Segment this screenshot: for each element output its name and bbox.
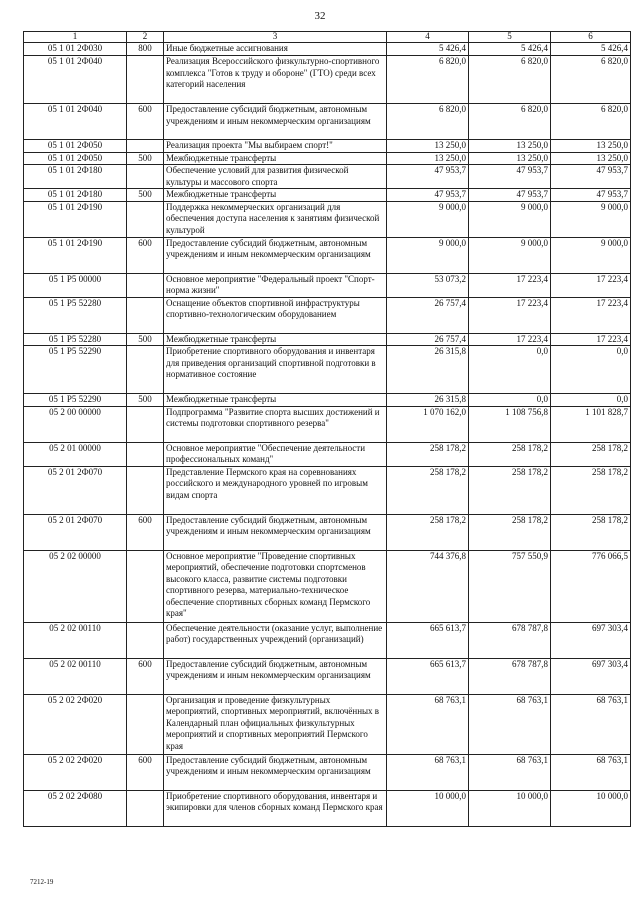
- row-value-6: 9 000,0: [551, 237, 631, 273]
- row-value-5: 258 178,2: [469, 514, 551, 550]
- row-value-6: 5 426,4: [551, 43, 631, 56]
- row-name: Приобретение спортивного оборудования, инвентаря и экипировки для членов сборных команд Пермского края: [164, 790, 387, 826]
- row-code: 05 2 01 00000: [24, 442, 127, 466]
- row-name: Иные бюджетные ассигнования: [164, 43, 387, 56]
- row-value-4: 13 250,0: [387, 140, 469, 153]
- row-value-5: 678 787,8: [469, 622, 551, 658]
- row-value-4: 1 070 162,0: [387, 406, 469, 442]
- row-vr: 500: [127, 189, 164, 202]
- row-value-6: 17 223,4: [551, 333, 631, 346]
- row-value-6: 258 178,2: [551, 514, 631, 550]
- row-value-5: 68 763,1: [469, 754, 551, 790]
- row-code: 05 2 02 2Ф020: [24, 754, 127, 790]
- table-row: [24, 694, 631, 754]
- row-name: Основное мероприятие "Обеспечение деятельности профессиональных команд": [164, 442, 387, 466]
- row-code: 05 1 P5 52290: [24, 394, 127, 407]
- row-name: Обеспечение условий для развития физической культуры и массового спорта: [164, 165, 387, 189]
- row-code: 05 2 01 2Ф070: [24, 466, 127, 514]
- row-value-5: 13 250,0: [469, 152, 551, 165]
- row-value-4: 26 315,8: [387, 394, 469, 407]
- page-number: 32: [314, 10, 326, 22]
- row-code: 05 2 02 2Ф020: [24, 694, 127, 754]
- row-vr: [127, 346, 164, 394]
- row-value-4: 53 073,2: [387, 273, 469, 297]
- row-value-5: 258 178,2: [469, 466, 551, 514]
- header-col-5: 5: [469, 32, 551, 43]
- table-row: [24, 140, 631, 153]
- row-name: Представление Пермского края на соревнованиях российского и международного уровней по игровым видам спорта: [164, 466, 387, 514]
- row-code: 05 1 P5 52280: [24, 333, 127, 346]
- row-code: 05 2 00 00000: [24, 406, 127, 442]
- row-value-4: 26 315,8: [387, 346, 469, 394]
- row-value-5: 9 000,0: [469, 201, 551, 237]
- row-value-4: 10 000,0: [387, 790, 469, 826]
- table-row: [24, 165, 631, 189]
- row-code: 05 1 01 2Ф190: [24, 237, 127, 273]
- row-value-6: 0,0: [551, 394, 631, 407]
- row-value-5: 5 426,4: [469, 43, 551, 56]
- row-value-6: 1 101 828,7: [551, 406, 631, 442]
- row-name: Предоставление субсидий бюджетным, автономным учреждениям и иным некоммерческим организациям: [164, 658, 387, 694]
- row-value-4: 9 000,0: [387, 237, 469, 273]
- table-row: [24, 297, 631, 333]
- row-code: 05 1 01 2Ф040: [24, 56, 127, 104]
- row-value-5: 10 000,0: [469, 790, 551, 826]
- table-row: [24, 201, 631, 237]
- row-code: 05 1 01 2Ф050: [24, 152, 127, 165]
- row-value-4: 5 426,4: [387, 43, 469, 56]
- row-value-6: 47 953,7: [551, 189, 631, 202]
- header-col-4: 4: [387, 32, 469, 43]
- row-vr: 600: [127, 237, 164, 273]
- table-row: [24, 43, 631, 56]
- row-value-5: 0,0: [469, 394, 551, 407]
- row-vr: [127, 201, 164, 237]
- header-col-3: 3: [164, 32, 387, 43]
- row-vr: [127, 297, 164, 333]
- row-value-6: 17 223,4: [551, 297, 631, 333]
- row-vr: 600: [127, 514, 164, 550]
- row-value-5: 6 820,0: [469, 104, 551, 140]
- row-value-6: 776 066,5: [551, 550, 631, 622]
- row-code: 05 1 P5 00000: [24, 273, 127, 297]
- row-value-5: 47 953,7: [469, 165, 551, 189]
- table-row: [24, 152, 631, 165]
- row-vr: [127, 406, 164, 442]
- row-value-6: 697 303,4: [551, 622, 631, 658]
- row-vr: [127, 56, 164, 104]
- row-name: Организация и проведение физкультурных мероприятий, спортивных мероприятий, включённых в Календарный план официальных физкультурных мероприятий и спортивных мероприятий Пермского края: [164, 694, 387, 754]
- row-value-5: 6 820,0: [469, 56, 551, 104]
- row-value-5: 17 223,4: [469, 297, 551, 333]
- row-value-4: 258 178,2: [387, 466, 469, 514]
- row-vr: 600: [127, 754, 164, 790]
- row-code: 05 1 01 2Ф050: [24, 140, 127, 153]
- row-name: Основное мероприятие "Проведение спортивных мероприятий, обеспечение подготовки спортсменов высокого класса, развитие системы подготовки спортивного резерва, материально-техническое обеспечение спортивных сборных команд Пермского края": [164, 550, 387, 622]
- row-value-5: 47 953,7: [469, 189, 551, 202]
- row-value-4: 744 376,8: [387, 550, 469, 622]
- row-name: Реализация проекта "Мы выбираем спорт!": [164, 140, 387, 153]
- row-value-5: 17 223,4: [469, 273, 551, 297]
- row-value-5: 9 000,0: [469, 237, 551, 273]
- row-value-6: 258 178,2: [551, 442, 631, 466]
- row-value-4: 47 953,7: [387, 189, 469, 202]
- row-value-6: 68 763,1: [551, 694, 631, 754]
- row-value-4: 665 613,7: [387, 622, 469, 658]
- row-name: Межбюджетные трансферты: [164, 394, 387, 407]
- row-name: Оснащение объектов спортивной инфраструктуры спортивно-технологическим оборудованием: [164, 297, 387, 333]
- row-name: Предоставление субсидий бюджетным, автономным учреждениям и иным некоммерческим организациям: [164, 754, 387, 790]
- row-value-4: 26 757,4: [387, 333, 469, 346]
- row-code: 05 1 01 2Ф040: [24, 104, 127, 140]
- table-row: [24, 658, 631, 694]
- row-vr: [127, 694, 164, 754]
- table-row: [24, 622, 631, 658]
- row-name: Предоставление субсидий бюджетным, автономным учреждениям и иным некоммерческим организациям: [164, 514, 387, 550]
- table-row: [24, 406, 631, 442]
- row-value-5: 757 550,9: [469, 550, 551, 622]
- row-code: 05 1 01 2Ф030: [24, 43, 127, 56]
- row-code: 05 1 01 2Ф180: [24, 165, 127, 189]
- row-vr: [127, 442, 164, 466]
- table-row: [24, 394, 631, 407]
- row-vr: 600: [127, 658, 164, 694]
- row-vr: 500: [127, 152, 164, 165]
- row-name: Подпрограмма "Развитие спорта высших достижений и системы подготовки спортивного резерва": [164, 406, 387, 442]
- row-vr: 600: [127, 104, 164, 140]
- row-value-6: 697 303,4: [551, 658, 631, 694]
- table-row: [24, 104, 631, 140]
- row-name: Обеспечение деятельности (оказание услуг, выполнение работ) государственных учреждений (организаций): [164, 622, 387, 658]
- row-vr: [127, 622, 164, 658]
- row-code: 05 2 01 2Ф070: [24, 514, 127, 550]
- table-row: [24, 56, 631, 104]
- row-name: Межбюджетные трансферты: [164, 189, 387, 202]
- row-code: 05 2 02 00110: [24, 658, 127, 694]
- row-value-6: 0,0: [551, 346, 631, 394]
- table-header-row: [24, 32, 631, 43]
- row-value-4: 68 763,1: [387, 694, 469, 754]
- table-row: [24, 189, 631, 202]
- row-value-5: 17 223,4: [469, 333, 551, 346]
- row-value-6: 68 763,1: [551, 754, 631, 790]
- budget-table: [23, 31, 631, 827]
- header-col-1: 1: [24, 32, 127, 43]
- row-value-6: 10 000,0: [551, 790, 631, 826]
- row-value-6: 6 820,0: [551, 56, 631, 104]
- row-vr: 800: [127, 43, 164, 56]
- row-vr: [127, 790, 164, 826]
- row-vr: [127, 273, 164, 297]
- table-row: [24, 442, 631, 466]
- row-code: 05 1 01 2Ф190: [24, 201, 127, 237]
- row-vr: [127, 140, 164, 153]
- row-code: 05 1 P5 52290: [24, 346, 127, 394]
- row-code: 05 2 02 00000: [24, 550, 127, 622]
- row-vr: [127, 550, 164, 622]
- row-value-5: 258 178,2: [469, 442, 551, 466]
- table-row: [24, 514, 631, 550]
- row-value-6: 47 953,7: [551, 165, 631, 189]
- header-col-2: 2: [127, 32, 164, 43]
- table-row: [24, 790, 631, 826]
- table-row: [24, 333, 631, 346]
- row-vr: [127, 466, 164, 514]
- row-value-4: 665 613,7: [387, 658, 469, 694]
- row-value-4: 6 820,0: [387, 104, 469, 140]
- row-name: Межбюджетные трансферты: [164, 152, 387, 165]
- row-value-4: 26 757,4: [387, 297, 469, 333]
- row-value-6: 13 250,0: [551, 140, 631, 153]
- row-name: Предоставление субсидий бюджетным, автономным учреждениям и иным некоммерческим организациям: [164, 237, 387, 273]
- table-row: [24, 550, 631, 622]
- table-row: [24, 237, 631, 273]
- row-value-5: 678 787,8: [469, 658, 551, 694]
- row-value-6: 258 178,2: [551, 466, 631, 514]
- row-value-4: 13 250,0: [387, 152, 469, 165]
- row-value-5: 13 250,0: [469, 140, 551, 153]
- row-name: Основное мероприятие "Федеральный проект "Спорт-норма жизни": [164, 273, 387, 297]
- row-value-6: 9 000,0: [551, 201, 631, 237]
- row-value-4: 47 953,7: [387, 165, 469, 189]
- row-value-4: 258 178,2: [387, 442, 469, 466]
- row-vr: 500: [127, 394, 164, 407]
- row-name: Межбюджетные трансферты: [164, 333, 387, 346]
- row-name: Приобретение спортивного оборудования и инвентаря для приведения организаций спортивной подготовки в нормативное состояние: [164, 346, 387, 394]
- row-code: 05 2 02 2Ф080: [24, 790, 127, 826]
- row-value-5: 68 763,1: [469, 694, 551, 754]
- table-row: [24, 466, 631, 514]
- row-vr: [127, 165, 164, 189]
- table-row: [24, 346, 631, 394]
- table-row: [24, 754, 631, 790]
- row-code: 05 1 P5 52280: [24, 297, 127, 333]
- row-code: 05 1 01 2Ф180: [24, 189, 127, 202]
- row-value-6: 13 250,0: [551, 152, 631, 165]
- row-value-4: 9 000,0: [387, 201, 469, 237]
- footer-code: 7212-19: [30, 878, 54, 886]
- table-row: [24, 273, 631, 297]
- row-name: Поддержка некоммерческих организаций для обеспечения доступа населения к занятиям физической культурой: [164, 201, 387, 237]
- row-value-4: 68 763,1: [387, 754, 469, 790]
- row-name: Реализация Всероссийского физкультурно-спортивного комплекса "Готов к труду и обороне" (ГТО) среди всех категорий населения: [164, 56, 387, 104]
- row-value-6: 17 223,4: [551, 273, 631, 297]
- row-name: Предоставление субсидий бюджетным, автономным учреждениям и иным некоммерческим организациям: [164, 104, 387, 140]
- row-value-5: 0,0: [469, 346, 551, 394]
- row-value-4: 6 820,0: [387, 56, 469, 104]
- row-value-5: 1 108 756,8: [469, 406, 551, 442]
- row-vr: 500: [127, 333, 164, 346]
- row-value-4: 258 178,2: [387, 514, 469, 550]
- header-col-6: 6: [551, 32, 631, 43]
- row-code: 05 2 02 00110: [24, 622, 127, 658]
- row-value-6: 6 820,0: [551, 104, 631, 140]
